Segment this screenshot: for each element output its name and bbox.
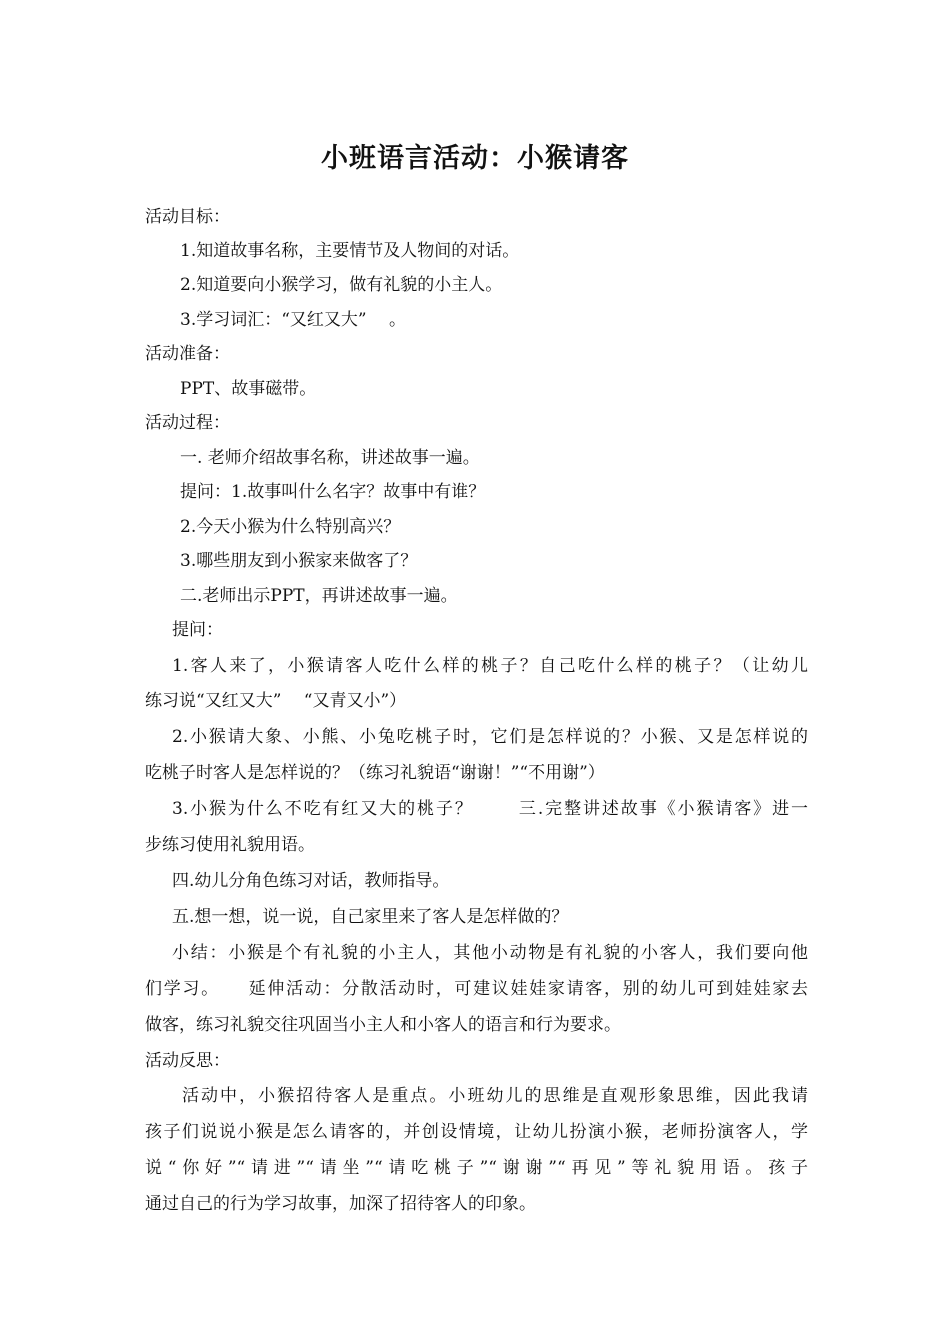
section-heading-reflection: 活动反思： [145,1051,230,1071]
paragraph-line: 步练习使用礼貌用语。 [145,835,315,855]
process-step: 一. 老师介绍故事名称，讲述故事一遍。 [180,448,480,468]
paragraph-line: 2.小猴请大象、小熊、小兔吃桃子时，它们是怎样说的？小猴、又是怎样说的 [172,727,808,747]
process-question: 2.今天小猴为什么特别高兴？ [180,517,401,537]
summary-line: 做客，练习礼貌交往巩固当小主人和小客人的语言和行为要求。 [145,1015,621,1035]
section-heading-process: 活动过程： [145,413,230,433]
reflection-line: 孩子们说说小猴是怎么请客的，并创设情境，让幼儿扮演小猴，老师扮演客人，学 [145,1122,808,1142]
paragraph-line: 吃桃子时客人是怎样说的？（练习礼貌语“谢谢！”“不用谢”） [145,763,605,783]
reflection-line: 活动中，小猴招待客人是重点。小班幼儿的思维是直观形象思维，因此我请 [182,1086,808,1106]
paragraph-line: 1.客人来了，小猴请客人吃什么样的桃子？自己吃什么样的桃子？（让幼儿 [172,656,808,676]
reflection-line: 说“你好”“请进”“请坐”“请吃桃子”“谢谢”“再见”等礼貌用语。孩子 [145,1158,808,1178]
summary-line: 们学习。 延伸活动：分散活动时，可建议娃娃家请客，别的幼儿可到娃娃家去 [145,979,808,999]
process-question-label: 提问： [172,620,223,640]
process-question: 3.哪些朋友到小猴家来做客了？ [180,551,418,571]
preparation-text: PPT、故事磁带。 [180,379,317,399]
goal-item: 3.学习词汇：“又红又大” 。 [180,310,407,330]
process-step: 二.老师出示PPT，再讲述故事一遍。 [180,586,458,606]
goal-item: 1.知道故事名称，主要情节及人物间的对话。 [180,241,520,261]
section-heading-goals: 活动目标： [145,207,230,227]
process-step: 五.想一想，说一说，自己家里来了客人是怎样做的？ [172,907,569,927]
goal-item: 2.知道要向小猴学习，做有礼貌的小主人。 [180,275,503,295]
section-heading-preparation: 活动准备： [145,344,230,364]
paragraph-line: 练习说“又红又大” “又青又小”） [145,691,407,711]
process-question: 提问：1.故事叫什么名字？故事中有谁？ [180,482,486,502]
paragraph-line: 3.小猴为什么不吃有红又大的桃子？ 三.完整讲述故事《小猴请客》进一 [172,799,808,819]
summary-line: 小结：小猴是个有礼貌的小主人，其他小动物是有礼貌的小客人，我们要向他 [172,943,808,963]
reflection-line: 通过自己的行为学习故事，加深了招待客人的印象。 [145,1194,536,1214]
process-step: 四.幼儿分角色练习对话，教师指导。 [172,871,450,891]
document-title: 小班语言活动：小猴请客 [321,143,629,174]
